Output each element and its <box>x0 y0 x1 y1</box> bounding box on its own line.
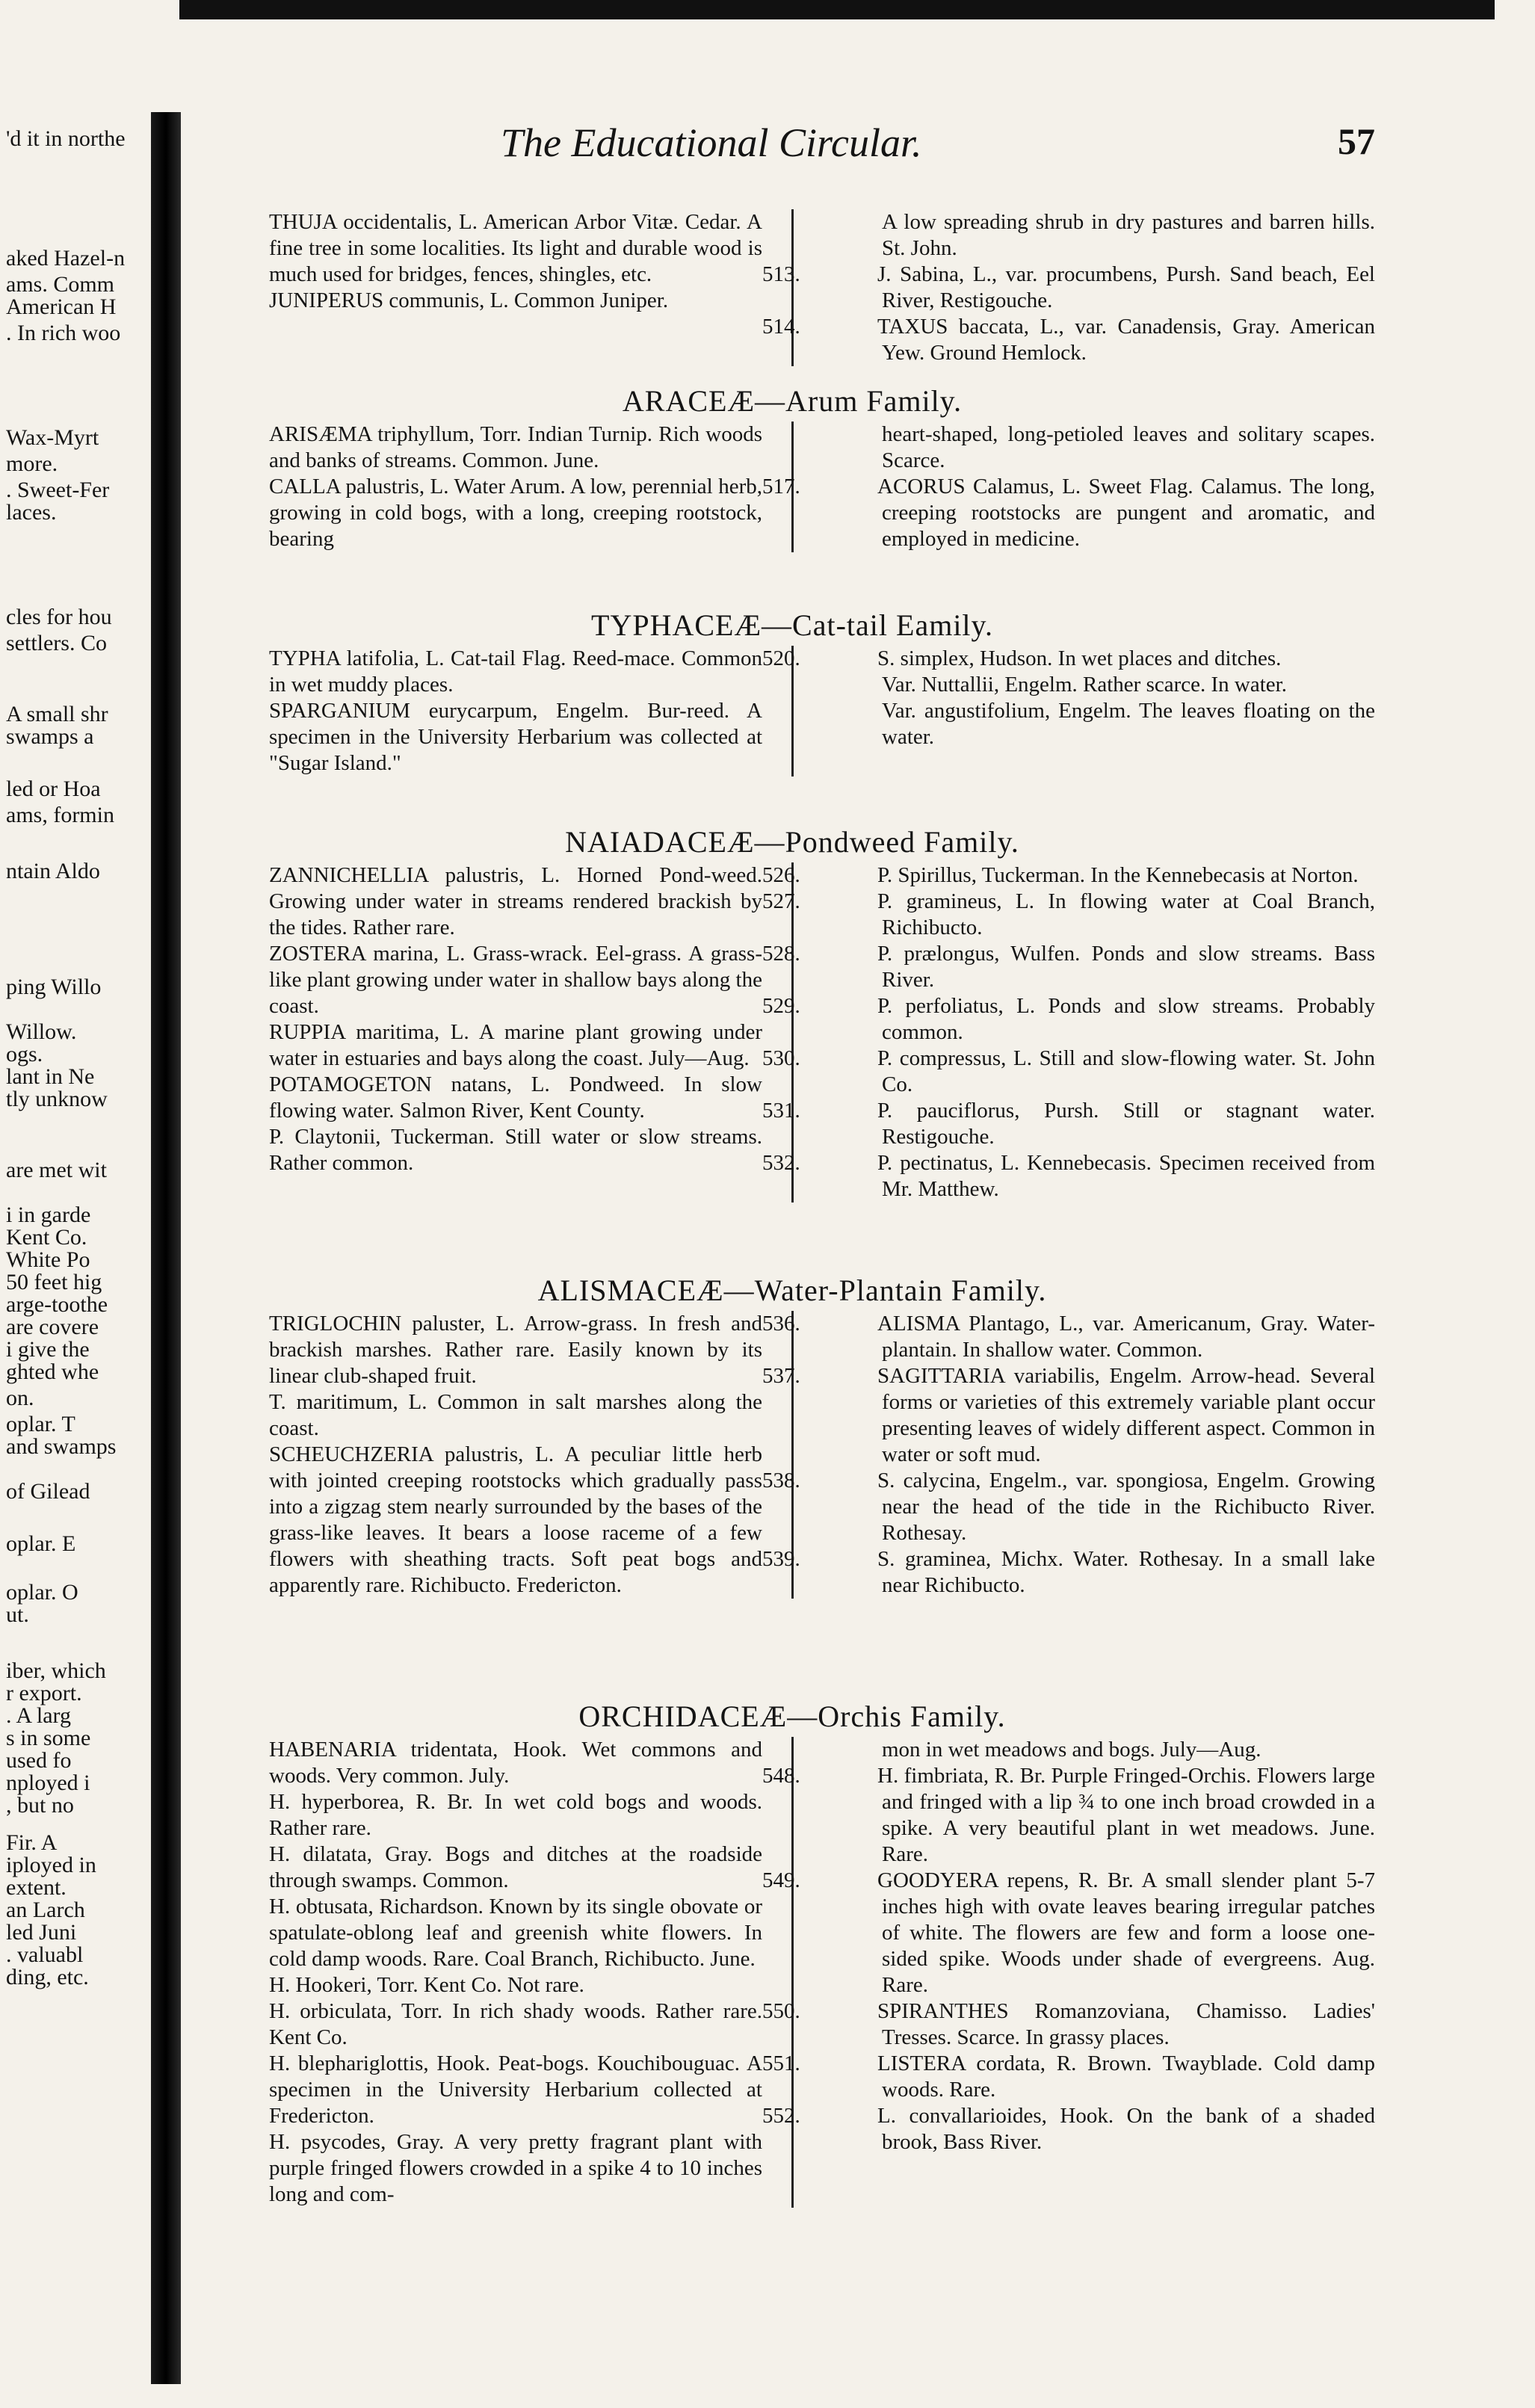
left-column <box>209 646 762 777</box>
entry-text: S. simplex, Hudson. In wet places and ditches. <box>877 646 1282 670</box>
margin-fragment: lant in Ne <box>6 1064 95 1089</box>
entry-text: P. pectinatus, L. Kennebecasis. Specimen received from Mr. Matthew. <box>877 1151 1375 1201</box>
species-entry <box>762 2051 1375 2103</box>
margin-fragment: ut. <box>6 1602 29 1627</box>
species-entry <box>209 1737 762 1789</box>
entry-text: P. prælongus, Wulfen. Ponds and slow streams. Bass River. <box>877 942 1375 992</box>
margin-fragment: led Juni <box>6 1920 77 1945</box>
species-entry <box>209 1789 762 1841</box>
margin-fragment: oplar. E <box>6 1531 76 1556</box>
entry-text: J. Sabina, L., var. procumbens, Pursh. Sand beach, Eel River, Restigouche. <box>877 262 1375 312</box>
entry-text: A low spreading shrub in dry pastures and barren hills. St. John. <box>882 210 1375 260</box>
margin-fragment: 50 feet hig <box>6 1270 102 1294</box>
entry-text: T. maritimum, L. Common in salt marshes along the coast. <box>269 1390 762 1440</box>
species-entry <box>209 1124 762 1176</box>
entry-number: 548. <box>762 1764 800 1788</box>
margin-fragment: oplar. O <box>6 1580 78 1605</box>
species-entry <box>209 1311 762 1389</box>
page-header <box>0 120 1535 172</box>
species-entry <box>762 2103 1375 2155</box>
species-entry <box>209 209 762 288</box>
margin-fragment: on. <box>6 1386 34 1410</box>
margin-fragment: used fo <box>6 1748 72 1773</box>
species-entry <box>209 2129 762 2208</box>
species-entry <box>209 1841 762 1894</box>
entry-text: H. obtusata, Richardson. Known by its single obovate or spatulate-oblong leaf and greenish white flowers. In cold damp woods. Rare. Coal Branch, Richibucto. June. <box>269 1895 762 1971</box>
species-entry <box>762 862 1375 889</box>
species-entry <box>822 1737 1375 1763</box>
margin-fragment: ntain Aldo <box>6 859 100 883</box>
entry-number: 536. <box>762 1312 800 1336</box>
column-divider <box>791 209 794 366</box>
family-section <box>209 822 1375 1203</box>
species-entry <box>209 941 762 1019</box>
species-entry <box>762 474 1375 552</box>
left-column <box>209 1737 762 2208</box>
entry-number: 550. <box>762 1999 800 2023</box>
margin-fragment: cles for hou <box>6 605 112 629</box>
entry-number: 526. <box>762 863 800 887</box>
entry-text: SPARGANIUM eurycarpum, Engelm. Bur-reed. A specimen in the University Herbarium was collected at "Sugar Island." <box>269 699 762 775</box>
species-entry <box>762 646 1375 672</box>
family-heading: ALISMACEÆ—Water-Plantain Family. <box>537 1274 1047 1307</box>
species-entry <box>209 474 762 552</box>
left-column <box>209 862 762 1203</box>
margin-fragment: arge-toothe <box>6 1292 108 1317</box>
species-entry <box>762 314 1375 366</box>
margin-fragment: are covere <box>6 1315 99 1339</box>
entry-text: P. gramineus, L. In flowing water at Coal Branch, Richibucto. <box>877 889 1375 939</box>
margin-fragment: ding, etc. <box>6 1965 89 1989</box>
margin-fragment: . Sweet-Fer <box>6 478 110 502</box>
margin-fragment: an Larch <box>6 1898 85 1922</box>
entry-text: ARISÆMA triphyllum, Torr. Indian Turnip. Rich woods and banks of streams. Common. June. <box>269 422 762 472</box>
top-scan-edge <box>179 0 1495 19</box>
entry-number: 527. <box>762 889 800 913</box>
species-entry <box>762 993 1375 1046</box>
family-section <box>209 1697 1375 2208</box>
entry-number: 529. <box>762 994 800 1018</box>
margin-fragment: American H <box>6 294 117 319</box>
entry-text: P. compressus, L. Still and slow-flowing water. St. John Co. <box>877 1046 1375 1096</box>
species-entry <box>762 1868 1375 1998</box>
species-entry <box>762 1363 1375 1468</box>
margin-fragment: settlers. Co <box>6 631 107 655</box>
margin-fragment: . valuabl <box>6 1942 84 1967</box>
species-entry <box>209 288 762 314</box>
entry-number: 551. <box>762 2052 800 2075</box>
margin-fragment: , but no <box>6 1793 74 1818</box>
entry-text: heart-shaped, long-petioled leaves and solitary scapes. Scarce. <box>882 422 1375 472</box>
margin-fragment: ams. Comm <box>6 272 115 297</box>
species-entry <box>762 889 1375 941</box>
page-number: 57 <box>1338 120 1375 162</box>
margin-fragment: ghted whe <box>6 1359 99 1384</box>
entry-text: Var. Nuttallii, Engelm. Rather scarce. In water. <box>882 673 1287 697</box>
entry-number: 539. <box>762 1547 800 1571</box>
margin-fragment: ogs. <box>6 1042 43 1066</box>
species-entry <box>209 1998 762 2051</box>
entry-text: TRIGLOCHIN paluster, L. Arrow-grass. In fresh and brackish marshes. Rather rare. Easily known by its linear club-shaped fruit. <box>269 1312 762 1388</box>
margin-fragment: laces. <box>6 500 57 525</box>
species-entry <box>762 1311 1375 1363</box>
margin-fragment: more. <box>6 451 58 476</box>
species-entry <box>822 422 1375 474</box>
entry-text: THUJA occidentalis, L. American Arbor Vitæ. Cedar. A fine tree in some localities. Its light and durable wood is much used for bridges, fences, shingles, etc. <box>269 210 762 286</box>
entry-text: mon in wet meadows and bogs. July—Aug. <box>882 1738 1261 1762</box>
family-section <box>209 1271 1375 1599</box>
margin-fragment: of Gilead <box>6 1479 90 1504</box>
running-title: The Educational Circular. <box>501 120 922 165</box>
margin-fragment: aked Hazel-n <box>6 246 126 271</box>
margin-fragment: nployed i <box>6 1771 90 1795</box>
margin-fragment: . In rich woo <box>6 321 121 345</box>
entry-number: 549. <box>762 1868 800 1892</box>
family-section <box>209 381 1375 552</box>
entry-number: 513. <box>762 262 800 286</box>
species-entry <box>209 698 762 777</box>
species-entry <box>822 209 1375 262</box>
margin-fragment: White Po <box>6 1247 90 1272</box>
entry-text: RUPPIA maritima, L. A marine plant growing under water in estuaries and bays along the coast. July—Aug. <box>269 1020 762 1070</box>
species-entry <box>762 1998 1375 2051</box>
species-entry <box>209 1019 762 1072</box>
entry-text: TYPHA latifolia, L. Cat-tail Flag. Reed-mace. Common in wet muddy places. <box>269 646 762 697</box>
left-column <box>209 422 762 552</box>
entry-number: 517. <box>762 475 800 498</box>
right-column <box>762 862 1375 1203</box>
species-entry <box>762 1468 1375 1546</box>
species-entry <box>762 1546 1375 1599</box>
entry-text: P. pauciflorus, Pursh. Still or stagnant water. Restigouche. <box>877 1099 1375 1149</box>
margin-fragment: and swamps <box>6 1434 117 1459</box>
margin-fragment: iber, which <box>6 1658 106 1683</box>
entry-text: H. Hookeri, Torr. Kent Co. Not rare. <box>269 1973 584 1997</box>
margin-fragment: are met wit <box>6 1158 107 1182</box>
species-entry <box>209 1894 762 1972</box>
species-entry <box>762 1098 1375 1150</box>
entry-number: 552. <box>762 2104 800 2128</box>
entry-text: HABENARIA tridentata, Hook. Wet commons and woods. Very common. July. <box>269 1738 762 1788</box>
right-column <box>762 422 1375 552</box>
binding-shadow <box>151 112 181 2384</box>
margin-fragment: . A larg <box>6 1703 71 1728</box>
entry-text: POTAMOGETON natans, L. Pondweed. In slow flowing water. Salmon River, Kent County. <box>269 1072 762 1123</box>
species-entry <box>209 1072 762 1124</box>
margin-fragment: s in some <box>6 1726 91 1750</box>
margin-fragment: r export. <box>6 1681 82 1705</box>
margin-fragment: led or Hoa <box>6 777 101 801</box>
entry-text: H. fimbriata, R. Br. Purple Fringed-Orchis. Flowers large and fringed with a lip ¾ to one inch broad crowded in a spike. A very beautiful plant in wet meadows. June. Rare. <box>877 1764 1375 1866</box>
right-column <box>762 209 1375 366</box>
species-entry <box>822 672 1375 698</box>
right-column <box>762 1737 1375 2208</box>
species-entry <box>762 262 1375 314</box>
entry-text: P. Claytonii, Tuckerman. Still water or slow streams. Rather common. <box>269 1125 762 1175</box>
entry-text: P. Spirillus, Tuckerman. In the Kennebecasis at Norton. <box>877 863 1359 887</box>
margin-fragment: swamps a <box>6 724 94 749</box>
entry-text: S. calycina, Engelm., var. spongiosa, Engelm. Growing near the head of the tide in the Richibucto River. Rothesay. <box>877 1469 1375 1545</box>
entry-number: 530. <box>762 1046 800 1070</box>
entry-text: TAXUS baccata, L., var. Canadensis, Gray. American Yew. Ground Hemlock. <box>877 315 1375 365</box>
entry-text: ACORUS Calamus, L. Sweet Flag. Calamus. The long, creeping rootstocks are pungent and aromatic, and employed in medicine. <box>877 475 1375 551</box>
family-heading: ARACEÆ—Arum Family. <box>622 384 963 418</box>
family-heading: TYPHACEÆ—Cat-tail Eamily. <box>591 608 993 642</box>
margin-fragment: iployed in <box>6 1853 96 1877</box>
entry-number: 520. <box>762 646 800 670</box>
margin-fragment: ams, formin <box>6 803 114 827</box>
species-entry <box>209 1389 762 1442</box>
entry-text: P. perfoliatus, L. Ponds and slow streams. Probably common. <box>877 994 1375 1044</box>
margin-fragment: Kent Co. <box>6 1225 87 1250</box>
entry-text: ZANNICHELLIA palustris, L. Horned Pond-weed. Growing under water in streams rendered brackish by the tides. Rather rare. <box>269 863 762 939</box>
entry-text: ALISMA Plantago, L., var. Americanum, Gray. Water-plantain. In shallow water. Common. <box>877 1312 1375 1362</box>
family-heading: NAIADACEÆ—Pondweed Family. <box>565 825 1019 859</box>
species-entry <box>209 422 762 474</box>
species-entry <box>209 2051 762 2129</box>
entry-text: H. orbiculata, Torr. In rich shady woods. Rather rare. Kent Co. <box>269 1999 762 2049</box>
right-column <box>762 646 1375 777</box>
entry-text: GOODYERA repens, R. Br. A small slender plant 5-7 inches high with ovate leaves bearing irregular patches of white. The flowers are few and form a loose one-sided spike. Woods under shade of evergreens. Aug. Rare. <box>877 1868 1375 1997</box>
entry-number: 537. <box>762 1364 800 1388</box>
margin-fragment: Wax-Myrt <box>6 425 99 450</box>
entry-text: H. blephariglottis, Hook. Peat-bogs. Kouchibouguac. A specimen in the University Herbarium collected at Fredericton. <box>269 2052 762 2128</box>
entry-number: 532. <box>762 1151 800 1175</box>
margin-fragment: oplar. T <box>6 1412 75 1436</box>
margin-fragment: i give the <box>6 1337 90 1362</box>
family-heading: ORCHIDACEÆ—Orchis Family. <box>578 1700 1006 1733</box>
margin-fragment: i in garde <box>6 1203 91 1227</box>
entry-text: JUNIPERUS communis, L. Common Juniper. <box>269 288 669 312</box>
species-entry <box>762 1046 1375 1098</box>
entry-text: LISTERA cordata, R. Brown. Twayblade. Cold damp woods. Rare. <box>877 2052 1375 2102</box>
species-entry <box>209 1972 762 1998</box>
margin-fragment: A small shr <box>6 702 108 726</box>
margin-fragment: extent. <box>6 1875 67 1900</box>
left-column <box>209 1311 762 1599</box>
margin-fragment: Willow. <box>6 1019 77 1044</box>
species-entry <box>209 862 762 941</box>
entry-text: L. convallarioides, Hook. On the bank of a shaded brook, Bass River. <box>877 2104 1375 2154</box>
margin-fragment: ping Willo <box>6 975 102 999</box>
column-divider <box>791 1737 794 2208</box>
family-section <box>209 209 1375 366</box>
entry-text: H. dilatata, Gray. Bogs and ditches at the roadside through swamps. Common. <box>269 1842 762 1892</box>
entry-text: SCHEUCHZERIA palustris, L. A peculiar little herb with jointed creeping rootstocks which gradually pass into a zigzag stem nearly surrounded by the bases of the grass-like leaves. It bears a loose raceme of a few flowers with sheathing tracts. Soft peat bogs and apparently rare. Richibucto. Fredericton. <box>269 1442 762 1597</box>
entry-number: 538. <box>762 1469 800 1492</box>
species-entry <box>762 1150 1375 1203</box>
margin-fragment: tly unknow <box>6 1087 108 1111</box>
entry-number: 514. <box>762 315 800 339</box>
entry-text: Var. angustifolium, Engelm. The leaves floating on the water. <box>882 699 1375 749</box>
entry-text: S. graminea, Michx. Water. Rothesay. In a small lake near Richibucto. <box>877 1547 1375 1597</box>
left-column <box>209 209 762 366</box>
entry-text: H. psycodes, Gray. A very pretty fragrant plant with purple fringed flowers crowded in a spike 4 to 10 inches long and com- <box>269 2130 762 2206</box>
species-entry <box>762 941 1375 993</box>
entry-number: 531. <box>762 1099 800 1123</box>
entry-text: ZOSTERA marina, L. Grass-wrack. Eel-grass. A grass-like plant growing under water in shallow bays along the coast. <box>269 942 762 1018</box>
left-page-margin-fragments <box>0 112 153 2354</box>
species-entry <box>209 646 762 698</box>
entry-text: SPIRANTHES Romanzoviana, Chamisso. Ladies' Tresses. Scarce. In grassy places. <box>877 1999 1375 2049</box>
entry-text: H. hyperborea, R. Br. In wet cold bogs and woods. Rather rare. <box>269 1790 762 1840</box>
entry-number: 528. <box>762 942 800 966</box>
margin-fragment: Fir. A <box>6 1830 58 1855</box>
species-entry <box>822 698 1375 750</box>
species-entry <box>762 1763 1375 1868</box>
right-column <box>762 1311 1375 1599</box>
family-section <box>209 605 1375 777</box>
entry-text: SAGITTARIA variabilis, Engelm. Arrow-head. Several forms or varieties of this extremely variable plant occur presenting leaves of widely different aspect. Common in water or soft mud. <box>877 1364 1375 1466</box>
entry-text: CALLA palustris, L. Water Arum. A low, perennial herb, growing in cold bogs, with a long, creeping rootstock, bearing <box>269 475 762 551</box>
margin-fragment: 'd it in northe <box>6 126 126 151</box>
species-entry <box>209 1442 762 1599</box>
